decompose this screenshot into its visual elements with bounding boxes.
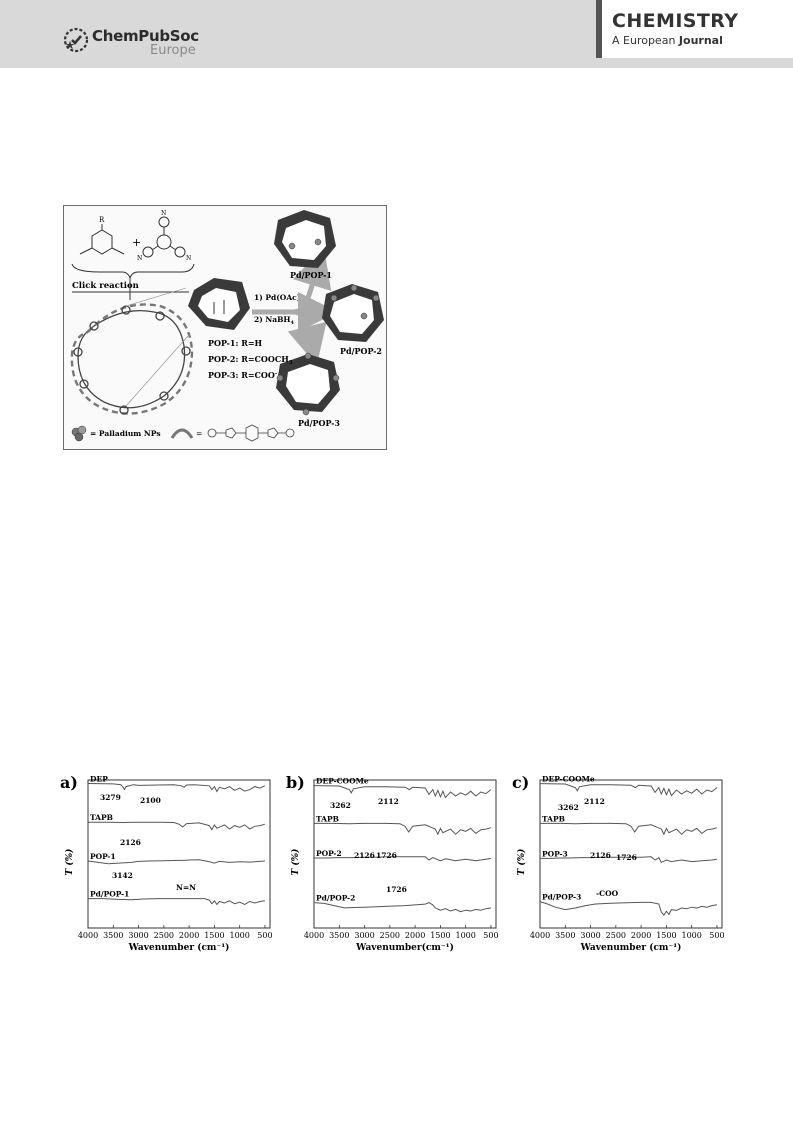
series-label: TAPB [542, 814, 565, 824]
series-label: Pd/POP-3 [542, 892, 582, 902]
x-tick-label: 2500 [153, 931, 175, 940]
panel-label: a) [60, 773, 78, 792]
legend-palladium-label: = Palladium NPs [90, 429, 161, 438]
scheme-n3-label-right: N [186, 255, 192, 262]
series-label: TAPB [316, 814, 339, 824]
y-axis-label: T (%) [517, 848, 527, 876]
product2-label: Pd/POP-2 [340, 346, 382, 356]
x-tick-label: 2500 [605, 931, 627, 940]
series-label: DEP [90, 774, 108, 784]
panel-label: c) [512, 773, 530, 792]
journal-sub-bold: Journal [678, 34, 723, 47]
x-tick-label: 2500 [379, 931, 401, 940]
pop3-definition: POP-3: R=COO- [208, 370, 278, 380]
x-tick-label: 3500 [329, 931, 350, 940]
series-line-dep-coome [314, 786, 491, 798]
journal-logo [596, 0, 793, 58]
legend-eq: = [196, 429, 203, 438]
x-tick-label: 3500 [103, 931, 124, 940]
ir-chart-c [510, 770, 755, 956]
ir-panel-b [284, 770, 529, 956]
x-tick-label: 3000 [128, 931, 149, 940]
product3-label: Pd/POP-3 [298, 418, 340, 428]
pore-hexagon-central [188, 278, 250, 330]
x-tick-label: 1500 [656, 931, 677, 940]
x-tick-label: 1500 [430, 931, 451, 940]
scheme-r-label: R [99, 216, 105, 224]
condition-step1: 1) $Pd(OAc)_2$ [254, 293, 304, 304]
x-axis-label: Wavenumber (cm⁻¹) [128, 943, 230, 953]
x-tick-label: 1000 [455, 931, 476, 940]
polymer-network [72, 304, 192, 414]
synthesis-scheme [63, 205, 387, 450]
page-header [0, 0, 793, 68]
publisher-sub: Europe [150, 43, 196, 58]
x-tick-label: 1000 [681, 931, 702, 940]
linker-arc-icon [172, 430, 192, 438]
peak-annotation: N=N [176, 883, 196, 892]
x-axis-label: Wavenumber(cm⁻¹) [356, 943, 454, 953]
x-tick-label: 3500 [555, 931, 576, 940]
pop1-definition: POP-1: R=H [208, 338, 263, 348]
series-label: Pd/POP-1 [90, 889, 130, 899]
peak-annotation: 1726 [376, 851, 397, 860]
series-line-pd-pop-1 [88, 899, 265, 905]
peak-annotation: 2112 [584, 797, 605, 806]
peak-annotation: 2126 [120, 838, 141, 847]
chempubsoc-star-icon [62, 26, 90, 54]
peak-annotation: 2126 [590, 851, 611, 860]
chempubsoc-logo [62, 24, 222, 60]
x-tick-label: 3000 [580, 931, 601, 940]
ir-chart-a [58, 770, 303, 956]
linker-structure [208, 425, 294, 441]
peak-annotation: 2126 [354, 851, 375, 860]
series-label: POP-3 [542, 849, 568, 859]
series-label: DEP-COOMe [316, 776, 369, 786]
condition-step2: 2) NaBH$_4$ [254, 315, 295, 326]
peak-annotation: 1726 [386, 885, 407, 894]
series-label: DEP-COOMe [542, 774, 595, 784]
peak-annotation: 3279 [100, 793, 121, 802]
ir-panel-c [510, 770, 755, 956]
publisher-name: ChemPubSoc [92, 27, 199, 45]
series-line-tapb [540, 823, 717, 834]
ir-chart-b [284, 770, 529, 956]
x-tick-label: 4000 [303, 931, 325, 940]
x-tick-label: 1500 [204, 931, 225, 940]
ir-panel-a [58, 770, 303, 956]
journal-title: CHEMISTRY [612, 10, 739, 32]
peak-annotation: 1726 [616, 853, 637, 862]
series-line-dep-coome [540, 784, 717, 796]
product1-label: Pd/POP-1 [290, 270, 332, 280]
scheme-drawing [64, 206, 386, 449]
x-tick-label: 500 [709, 931, 725, 940]
journal-sub-prefix: A European [612, 34, 676, 47]
x-tick-label: 2000 [630, 931, 652, 940]
scheme-n3-label-top: N [161, 210, 167, 217]
y-axis-label: T (%) [291, 848, 301, 876]
x-tick-label: 3000 [354, 931, 375, 940]
pore-product-2 [322, 284, 384, 342]
series-label: POP-2 [316, 849, 342, 858]
x-tick-label: 1000 [229, 931, 250, 940]
palladium-np-icon [72, 426, 86, 441]
series-line-tapb [314, 823, 491, 834]
y-axis-label: T (%) [65, 848, 75, 876]
peak-annotation: 2112 [378, 797, 399, 806]
peak-annotation: -COO [596, 889, 619, 898]
scheme-n3-label-left: N [137, 255, 143, 262]
journal-logo-accent [596, 0, 602, 58]
peak-annotation: 3262 [558, 803, 579, 812]
x-tick-label: 500 [257, 931, 273, 940]
tapb-reactant [137, 210, 191, 262]
series-line-pd-pop-3 [540, 902, 717, 916]
x-tick-label: 2000 [178, 931, 200, 940]
series-line-pd-pop-2 [314, 903, 491, 912]
series-line-tapb [88, 822, 265, 830]
journal-subtitle [612, 34, 723, 47]
peak-annotation: 3142 [112, 871, 133, 880]
x-axis-label: Wavenumber (cm⁻¹) [580, 943, 682, 953]
scheme-plus: + [132, 236, 142, 249]
panel-label: b) [286, 773, 305, 792]
x-tick-label: 4000 [77, 931, 99, 940]
series-label: Pd/POP-2 [316, 893, 356, 903]
pyridine-reactant [80, 216, 124, 254]
click-reaction-label: Click reaction [72, 281, 139, 291]
x-tick-label: 500 [483, 931, 499, 940]
pop2-definition: POP-2: $R=COOCH_3$ [208, 354, 293, 366]
peak-annotation: 3262 [330, 801, 351, 810]
pore-product-1 [274, 210, 336, 268]
x-tick-label: 2000 [404, 931, 426, 940]
peak-annotation: 2100 [140, 796, 161, 805]
series-line-dep [88, 784, 265, 792]
series-label: TAPB [90, 813, 113, 823]
x-tick-label: 4000 [529, 931, 551, 940]
series-label: POP-1 [90, 852, 116, 862]
